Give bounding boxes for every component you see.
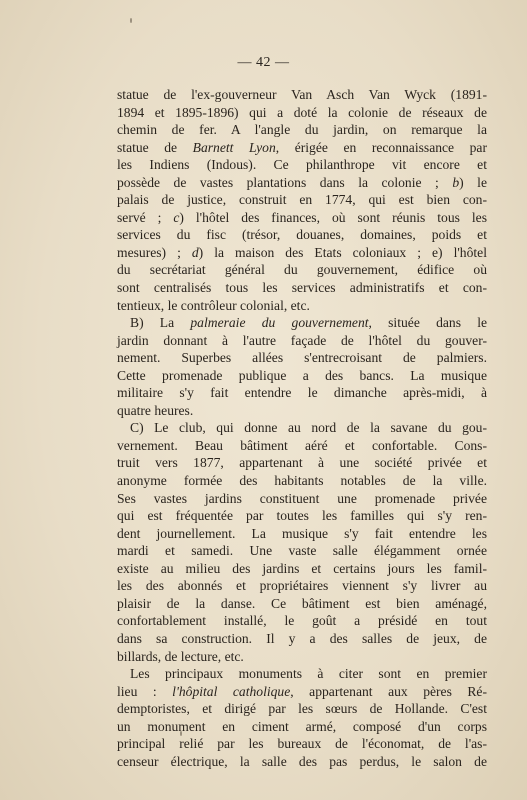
text-run: censeur électrique, la salle des pas perdus, le salon de (117, 753, 487, 769)
text-line (117, 630, 487, 648)
text-line (117, 121, 487, 139)
text-line (117, 226, 487, 244)
text-line (117, 174, 487, 192)
text-run: mardi et samedi. Une vaste salle élégamment ornée (117, 543, 487, 559)
text-run: nement. Superbes allées s'entrecroisant de palmiers. (117, 350, 487, 366)
text-run: les des abonnés et propriétaires viennent s'y livrer au (117, 578, 487, 594)
text-line (117, 86, 487, 104)
text-line (117, 507, 487, 525)
text-line (117, 437, 487, 455)
text-run: militaire s'y fait entendre le dimanche après-midi, à (117, 385, 487, 401)
text-line (117, 735, 487, 753)
text-line (117, 332, 487, 350)
ink-speck-top (130, 18, 132, 23)
text-line (117, 384, 487, 402)
text-run: existe au milieu des jardins et certains jours les famil- (117, 560, 487, 576)
text-line (117, 560, 487, 578)
text-run: mesures) ; (117, 244, 192, 260)
text-run: tentieux, le contrôleur colonial, etc. (117, 297, 310, 313)
text-run: du secrétariat général du gouvernement, édifice où (117, 262, 487, 278)
text-run: anonyme formée des habitants notables de la ville. (117, 473, 487, 489)
italic-run: d (191, 244, 199, 260)
text-run: confortablement installé, le goût a présidé en tout (117, 613, 487, 629)
text-line (117, 753, 487, 771)
text-run: Ses vastes jardins constituent une promenade privée (117, 490, 487, 506)
text-line (117, 191, 487, 209)
text-line (117, 419, 487, 437)
text-line (117, 490, 487, 508)
text-line (117, 454, 487, 472)
text-line (117, 349, 487, 367)
text-line (117, 244, 487, 262)
text-line (117, 297, 487, 315)
text-line (117, 700, 487, 718)
text-run: Cette promenade publique a des bancs. La musique (117, 367, 487, 383)
text-run: lieu : (117, 683, 173, 699)
text-run: 1894 et 1895-1896) qui a doté la colonie de réseaux de (117, 104, 487, 120)
text-run: truit vers 1877, appartenant à une société privée et (117, 455, 487, 471)
text-line (117, 665, 487, 683)
italic-run: Barnett Lyon (192, 139, 276, 155)
text-run: billards, de lecture, etc. (117, 648, 244, 664)
text-line (117, 542, 487, 560)
text-run: , appartenant aux pères Ré- (290, 683, 487, 699)
text-run: ) l'hôtel des finances, où sont réunis tous les (179, 209, 487, 225)
text-line (117, 261, 487, 279)
text-run: dent journellement. La musique s'y fait entendre les (117, 525, 487, 541)
text-run: services du fisc (trésor, douanes, domaines, poids et (117, 227, 487, 243)
text-run: servé ; (117, 209, 174, 225)
text-run: demptoristes, et dirigé par les sœurs de Hollande. C'est (117, 701, 487, 717)
text-line (117, 209, 487, 227)
text-run: sont centralisés tous les services administratifs et con- (117, 280, 487, 296)
text-run: qui est fréquentée par toutes les familles qui s'y ren- (117, 508, 487, 524)
text-line (117, 577, 487, 595)
body-text (117, 86, 487, 770)
text-line (117, 648, 487, 666)
italic-run: c (173, 209, 180, 225)
text-run: principal relié par les bureaux de l'économat, de l'as- (117, 736, 487, 752)
text-run: Les principaux monuments à citer sont en premier (130, 666, 487, 682)
italic-run: l'hôpital catholique (172, 683, 291, 699)
italic-run: b (452, 174, 460, 190)
text-run: statue de l'ex-gouverneur Van Asch Van Wyck (1891- (117, 87, 487, 102)
text-run: chemin de fer. A l'angle du jardin, on remarque la (117, 122, 487, 138)
text-line (117, 525, 487, 543)
text-line (117, 156, 487, 174)
text-run: jardin donnant à l'autre façade de l'hôtel du gouver- (117, 332, 487, 348)
text-line (117, 139, 487, 157)
text-line (117, 683, 487, 701)
text-run: , située dans le (368, 315, 488, 331)
text-run: C) Le club, qui donne au nord de la savane du gou- (130, 420, 487, 436)
italic-run: palmeraie du gouvernement (190, 315, 369, 331)
text-run: palais de justice, construit en 1774, qui est bien con- (117, 192, 487, 208)
text-line (117, 612, 487, 630)
text-run: ) le (459, 174, 487, 190)
text-run: un monument en ciment armé, composé d'un corps (117, 718, 487, 734)
text-run: ) la maison des Etats coloniaux ; e) l'hôtel (198, 244, 487, 260)
text-run: les Indiens (Indous). Ce philanthrope vit encore et (117, 157, 487, 173)
text-run: possède de vastes plantations dans la colonie ; (117, 174, 453, 190)
text-line (117, 279, 487, 297)
text-line (117, 595, 487, 613)
text-run: statue de (117, 139, 193, 155)
text-run: , érigée en reconnaissance par (275, 139, 487, 155)
text-run: vernement. Beau bâtiment aéré et confortable. Cons- (117, 437, 487, 453)
text-line (117, 718, 487, 736)
text-run: quatre heures. (117, 402, 194, 418)
text-line (117, 314, 487, 332)
text-line (117, 402, 487, 420)
text-run: B) La (130, 315, 191, 331)
text-line (117, 367, 487, 385)
text-run: dans sa construction. Il y a des salles de jeux, de (117, 630, 487, 646)
text-line (117, 472, 487, 490)
text-line (117, 104, 487, 122)
text-run: plaisir de la danse. Ce bâtiment est bien aménagé, (117, 595, 487, 611)
page-number: — 42 — (237, 55, 290, 70)
